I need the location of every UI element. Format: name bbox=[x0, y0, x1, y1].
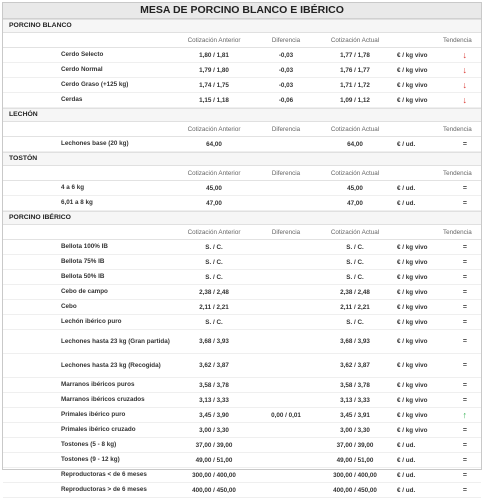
price-unit: € / kg vivo bbox=[387, 354, 441, 378]
table-row bbox=[3, 393, 481, 408]
previous-price: 3,58 / 3,78 bbox=[179, 378, 249, 393]
price-difference: -0,03 bbox=[249, 63, 323, 78]
price-difference bbox=[249, 453, 323, 468]
previous-price: 1,15 / 1,18 bbox=[179, 93, 249, 108]
header-actual: Cotización Actual bbox=[323, 122, 387, 137]
section-header: TOSTÓN bbox=[3, 152, 481, 166]
price-unit: € / ud. bbox=[387, 438, 441, 453]
current-price: S. / C. bbox=[323, 240, 387, 255]
equal-icon: = bbox=[462, 338, 467, 345]
equal-icon: = bbox=[462, 441, 467, 449]
price-difference bbox=[249, 285, 323, 300]
arrow-down-icon: ↓ bbox=[462, 50, 467, 60]
product-name: Marranos ibéricos puros bbox=[3, 378, 179, 393]
trend-cell bbox=[441, 468, 481, 483]
equal-icon: = bbox=[462, 456, 467, 464]
table-row bbox=[3, 63, 481, 78]
price-difference bbox=[249, 423, 323, 438]
product-name: Tostones (9 - 12 kg) bbox=[3, 453, 179, 468]
trend-cell bbox=[441, 438, 481, 453]
price-unit: € / kg vivo bbox=[387, 240, 441, 255]
price-unit: € / kg vivo bbox=[387, 63, 441, 78]
price-difference: 0,00 / 0,01 bbox=[249, 408, 323, 423]
product-name: Lechones hasta 23 kg (Recogida) bbox=[3, 354, 179, 378]
product-name: Cerdo Selecto bbox=[3, 48, 179, 63]
header-tendencia: Tendencia bbox=[441, 166, 481, 181]
price-unit: € / kg vivo bbox=[387, 270, 441, 285]
price-unit: € / kg vivo bbox=[387, 315, 441, 330]
trend-cell bbox=[441, 63, 481, 78]
product-name: 6,01 a 8 kg bbox=[3, 196, 179, 211]
table-row bbox=[3, 78, 481, 93]
equal-icon: = bbox=[462, 396, 467, 404]
equal-icon: = bbox=[462, 140, 467, 148]
previous-price: 1,79 / 1,80 bbox=[179, 63, 249, 78]
table-row bbox=[3, 196, 481, 211]
trend-cell bbox=[441, 423, 481, 438]
trend-cell bbox=[441, 483, 481, 498]
header-actual: Cotización Actual bbox=[323, 225, 387, 240]
price-unit: € / kg vivo bbox=[387, 393, 441, 408]
header-diferencia: Diferencia bbox=[249, 122, 323, 137]
page-title: MESA DE PORCINO BLANCO E IBÉRICO bbox=[3, 3, 481, 19]
section-header: PORCINO IBÉRICO bbox=[3, 211, 481, 225]
header-blank bbox=[387, 122, 441, 137]
price-difference: -0,03 bbox=[249, 48, 323, 63]
table-row bbox=[3, 408, 481, 423]
equal-icon: = bbox=[462, 258, 467, 266]
product-name: Reproductoras > de 6 meses bbox=[3, 483, 179, 498]
sections-container bbox=[3, 19, 481, 498]
previous-price: 3,68 / 3,93 bbox=[179, 330, 249, 354]
price-unit: € / kg vivo bbox=[387, 300, 441, 315]
price-unit: € / ud. bbox=[387, 453, 441, 468]
product-name: Cerdas bbox=[3, 93, 179, 108]
price-difference bbox=[249, 255, 323, 270]
trend-cell bbox=[441, 453, 481, 468]
table-row bbox=[3, 300, 481, 315]
equal-icon: = bbox=[462, 303, 467, 311]
price-unit: € / ud. bbox=[387, 483, 441, 498]
table-row bbox=[3, 330, 481, 354]
price-unit: € / kg vivo bbox=[387, 423, 441, 438]
table-row bbox=[3, 315, 481, 330]
product-name: Cerdo Graso (+125 kg) bbox=[3, 78, 179, 93]
table-row bbox=[3, 378, 481, 393]
equal-icon: = bbox=[462, 243, 467, 251]
product-name: Lechones hasta 23 kg (Gran partida) bbox=[3, 330, 179, 354]
previous-price: 2,11 / 2,21 bbox=[179, 300, 249, 315]
header-blank bbox=[3, 122, 179, 137]
equal-icon: = bbox=[462, 199, 467, 207]
header-actual: Cotización Actual bbox=[323, 33, 387, 48]
price-unit: € / kg vivo bbox=[387, 408, 441, 423]
price-unit: € / kg vivo bbox=[387, 93, 441, 108]
trend-cell bbox=[441, 408, 481, 423]
table-row bbox=[3, 255, 481, 270]
table-row bbox=[3, 48, 481, 63]
previous-price: 3,13 / 3,33 bbox=[179, 393, 249, 408]
previous-price: 45,00 bbox=[179, 181, 249, 196]
product-name: Cebo bbox=[3, 300, 179, 315]
column-header-row bbox=[3, 166, 481, 181]
header-blank bbox=[3, 225, 179, 240]
product-name: Primales ibérico cruzado bbox=[3, 423, 179, 438]
product-name: Lechones base (20 kg) bbox=[3, 137, 179, 152]
previous-price: S. / C. bbox=[179, 270, 249, 285]
price-table bbox=[3, 166, 481, 211]
price-unit: € / ud. bbox=[387, 137, 441, 152]
current-price: 400,00 / 450,00 bbox=[323, 483, 387, 498]
equal-icon: = bbox=[462, 362, 467, 369]
trend-cell bbox=[441, 181, 481, 196]
price-unit: € / kg vivo bbox=[387, 330, 441, 354]
arrow-up-icon: ↑ bbox=[462, 410, 467, 420]
trend-cell bbox=[441, 93, 481, 108]
header-tendencia: Tendencia bbox=[441, 122, 481, 137]
trend-cell bbox=[441, 240, 481, 255]
table-row bbox=[3, 354, 481, 378]
header-blank bbox=[387, 33, 441, 48]
table-row bbox=[3, 483, 481, 498]
product-name: Lechón ibérico puro bbox=[3, 315, 179, 330]
equal-icon: = bbox=[462, 288, 467, 296]
trend-cell bbox=[441, 354, 481, 378]
table-row bbox=[3, 93, 481, 108]
table-row bbox=[3, 468, 481, 483]
trend-cell bbox=[441, 48, 481, 63]
table-row bbox=[3, 438, 481, 453]
header-blank bbox=[3, 166, 179, 181]
current-price: 2,38 / 2,48 bbox=[323, 285, 387, 300]
price-difference bbox=[249, 300, 323, 315]
current-price: S. / C. bbox=[323, 315, 387, 330]
previous-price: 400,00 / 450,00 bbox=[179, 483, 249, 498]
trend-cell bbox=[441, 137, 481, 152]
trend-cell bbox=[441, 300, 481, 315]
previous-price: 300,00 / 400,00 bbox=[179, 468, 249, 483]
product-name: Bellota 100% IB bbox=[3, 240, 179, 255]
price-unit: € / kg vivo bbox=[387, 48, 441, 63]
header-blank bbox=[3, 33, 179, 48]
price-difference bbox=[249, 196, 323, 211]
current-price: 47,00 bbox=[323, 196, 387, 211]
product-name: Cerdo Normal bbox=[3, 63, 179, 78]
current-price: S. / C. bbox=[323, 270, 387, 285]
column-header-row bbox=[3, 122, 481, 137]
previous-price: 49,00 / 51,00 bbox=[179, 453, 249, 468]
arrow-down-icon: ↓ bbox=[462, 95, 467, 105]
header-diferencia: Diferencia bbox=[249, 33, 323, 48]
price-difference bbox=[249, 181, 323, 196]
header-diferencia: Diferencia bbox=[249, 166, 323, 181]
price-difference bbox=[249, 330, 323, 354]
header-blank bbox=[387, 225, 441, 240]
current-price: 1,09 / 1,12 bbox=[323, 93, 387, 108]
previous-price: S. / C. bbox=[179, 255, 249, 270]
product-name: Tostones (5 - 8 kg) bbox=[3, 438, 179, 453]
current-price: 3,68 / 3,93 bbox=[323, 330, 387, 354]
price-difference bbox=[249, 378, 323, 393]
price-unit: € / kg vivo bbox=[387, 285, 441, 300]
trend-cell bbox=[441, 78, 481, 93]
price-unit: € / ud. bbox=[387, 468, 441, 483]
current-price: 1,71 / 1,72 bbox=[323, 78, 387, 93]
section-header: LECHÓN bbox=[3, 108, 481, 122]
column-header-row bbox=[3, 33, 481, 48]
column-header-row bbox=[3, 225, 481, 240]
current-price: 3,00 / 3,30 bbox=[323, 423, 387, 438]
product-name: Marranos ibéricos cruzados bbox=[3, 393, 179, 408]
previous-price: 1,74 / 1,75 bbox=[179, 78, 249, 93]
header-anterior: Cotización Anterior bbox=[179, 166, 249, 181]
price-table bbox=[3, 33, 481, 108]
previous-price: S. / C. bbox=[179, 315, 249, 330]
price-unit: € / kg vivo bbox=[387, 78, 441, 93]
table-row bbox=[3, 423, 481, 438]
price-table bbox=[3, 225, 481, 498]
table-row bbox=[3, 285, 481, 300]
product-name: Reproductoras < de 6 meses bbox=[3, 468, 179, 483]
previous-price: 1,80 / 1,81 bbox=[179, 48, 249, 63]
current-price: 49,00 / 51,00 bbox=[323, 453, 387, 468]
previous-price: 3,00 / 3,30 bbox=[179, 423, 249, 438]
header-actual: Cotización Actual bbox=[323, 166, 387, 181]
trend-cell bbox=[441, 393, 481, 408]
equal-icon: = bbox=[462, 486, 467, 494]
price-board bbox=[2, 2, 482, 494]
trend-cell bbox=[441, 270, 481, 285]
product-name: Primales ibérico puro bbox=[3, 408, 179, 423]
current-price: 3,58 / 3,78 bbox=[323, 378, 387, 393]
product-name: Bellota 75% IB bbox=[3, 255, 179, 270]
table-row bbox=[3, 270, 481, 285]
current-price: 1,76 / 1,77 bbox=[323, 63, 387, 78]
current-price: 3,62 / 3,87 bbox=[323, 354, 387, 378]
price-difference: -0,06 bbox=[249, 93, 323, 108]
previous-price: 2,38 / 2,48 bbox=[179, 285, 249, 300]
equal-icon: = bbox=[462, 381, 467, 389]
current-price: 3,45 / 3,91 bbox=[323, 408, 387, 423]
previous-price: 37,00 / 39,00 bbox=[179, 438, 249, 453]
price-difference bbox=[249, 393, 323, 408]
trend-cell bbox=[441, 196, 481, 211]
price-unit: € / kg vivo bbox=[387, 378, 441, 393]
trend-cell bbox=[441, 285, 481, 300]
header-diferencia: Diferencia bbox=[249, 225, 323, 240]
previous-price: S. / C. bbox=[179, 240, 249, 255]
current-price: 64,00 bbox=[323, 137, 387, 152]
price-difference bbox=[249, 438, 323, 453]
current-price: 1,77 / 1,78 bbox=[323, 48, 387, 63]
equal-icon: = bbox=[462, 426, 467, 434]
table-row bbox=[3, 181, 481, 196]
trend-cell bbox=[441, 330, 481, 354]
current-price: 3,13 / 3,33 bbox=[323, 393, 387, 408]
section-header: PORCINO BLANCO bbox=[3, 19, 481, 33]
equal-icon: = bbox=[462, 471, 467, 479]
price-difference bbox=[249, 137, 323, 152]
equal-icon: = bbox=[462, 273, 467, 281]
header-anterior: Cotización Anterior bbox=[179, 33, 249, 48]
price-difference bbox=[249, 240, 323, 255]
product-name: 4 a 6 kg bbox=[3, 181, 179, 196]
previous-price: 3,45 / 3,90 bbox=[179, 408, 249, 423]
current-price: S. / C. bbox=[323, 255, 387, 270]
trend-cell bbox=[441, 378, 481, 393]
current-price: 300,00 / 400,00 bbox=[323, 468, 387, 483]
table-row bbox=[3, 453, 481, 468]
header-anterior: Cotización Anterior bbox=[179, 122, 249, 137]
arrow-down-icon: ↓ bbox=[462, 80, 467, 90]
product-name: Cebo de campo bbox=[3, 285, 179, 300]
header-tendencia: Tendencia bbox=[441, 33, 481, 48]
price-difference bbox=[249, 354, 323, 378]
arrow-down-icon: ↓ bbox=[462, 65, 467, 75]
equal-icon: = bbox=[462, 318, 467, 326]
equal-icon: = bbox=[462, 184, 467, 192]
price-difference: -0,03 bbox=[249, 78, 323, 93]
header-anterior: Cotización Anterior bbox=[179, 225, 249, 240]
price-difference bbox=[249, 483, 323, 498]
current-price: 37,00 / 39,00 bbox=[323, 438, 387, 453]
table-row bbox=[3, 137, 481, 152]
trend-cell bbox=[441, 315, 481, 330]
price-unit: € / ud. bbox=[387, 181, 441, 196]
table-row bbox=[3, 240, 481, 255]
price-difference bbox=[249, 315, 323, 330]
previous-price: 64,00 bbox=[179, 137, 249, 152]
current-price: 2,11 / 2,21 bbox=[323, 300, 387, 315]
previous-price: 47,00 bbox=[179, 196, 249, 211]
current-price: 45,00 bbox=[323, 181, 387, 196]
header-tendencia: Tendencia bbox=[441, 225, 481, 240]
price-difference bbox=[249, 270, 323, 285]
price-table bbox=[3, 122, 481, 152]
previous-price: 3,62 / 3,87 bbox=[179, 354, 249, 378]
price-unit: € / ud. bbox=[387, 196, 441, 211]
price-unit: € / kg vivo bbox=[387, 255, 441, 270]
product-name: Bellota 50% IB bbox=[3, 270, 179, 285]
trend-cell bbox=[441, 255, 481, 270]
price-difference bbox=[249, 468, 323, 483]
header-blank bbox=[387, 166, 441, 181]
